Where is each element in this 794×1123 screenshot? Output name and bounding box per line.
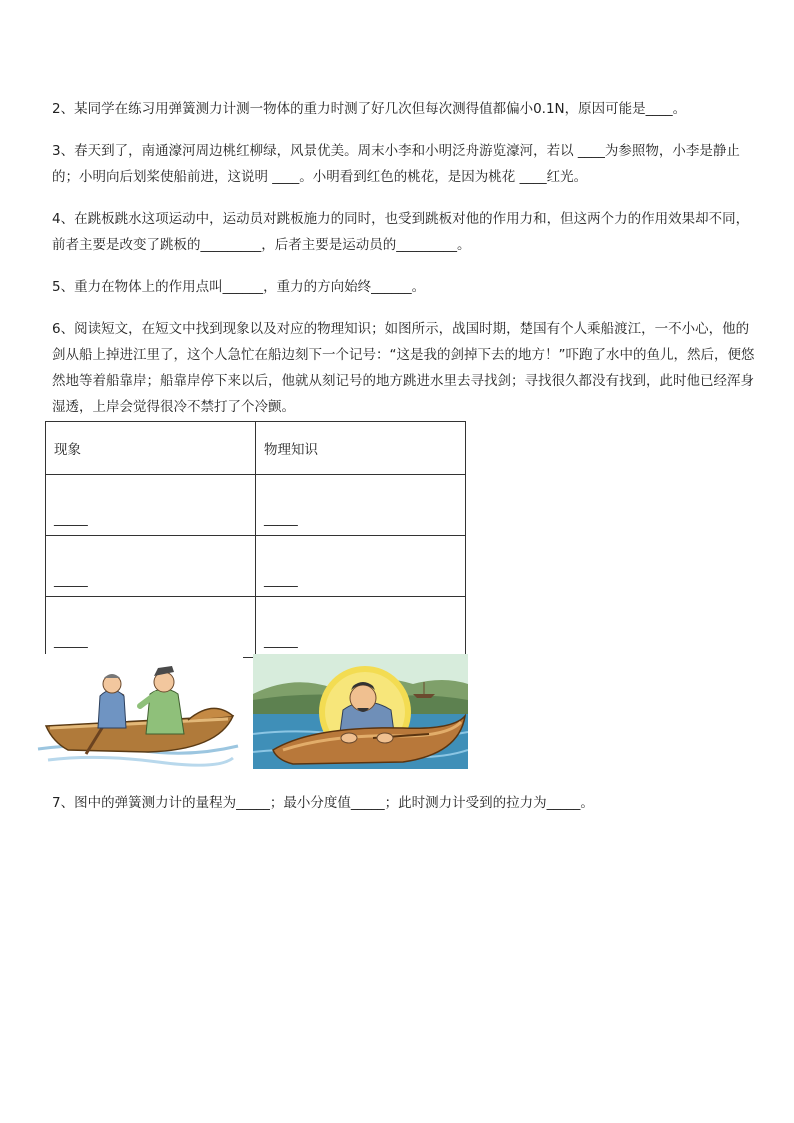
table-header-row: [46, 422, 466, 475]
question-4: 4、在跳板跳水这项运动中，运动员对跳板施力的同时，也受到跳板对他的作用力和，但这两个力的作用效果却不同，前者主要是改变了跳板的_________，后者主要是运动员的_________。: [52, 211, 750, 253]
question-5: 5、重力在物体上的作用点叫______，重力的方向始终______。: [52, 279, 426, 295]
table-cell-blank[interactable]: _____: [46, 536, 256, 597]
boat-illustration-man-marking-boat: [253, 654, 468, 769]
header-phenomenon: 现象: [46, 422, 256, 475]
boat-illustration-rowers: [28, 654, 243, 769]
question-7: 7、图中的弹簧测力计的量程为_____；最小分度值_____；此时测力计受到的拉力为_____。: [52, 795, 594, 811]
question-3: 3、春天到了，南通濠河周边桃红柳绿，风景优美。周末小李和小明泛舟游览濠河，若以 ____为参照物，小李是静止的；小明向后划桨使船前进，这说明 ____。小明看到红色的桃花，是因为桃花 ____红光。: [52, 143, 740, 185]
phenomenon-knowledge-table: [45, 421, 466, 658]
table-row: [46, 536, 466, 597]
header-physics-knowledge: 物理知识: [256, 422, 466, 475]
table-cell-blank[interactable]: _____: [256, 597, 466, 658]
table-cell-blank[interactable]: _____: [256, 536, 466, 597]
table-cell-blank[interactable]: _____: [46, 475, 256, 536]
table-row: [46, 475, 466, 536]
table-cell-blank[interactable]: _____: [256, 475, 466, 536]
question-6: 6、阅读短文，在短文中找到现象以及对应的物理知识；如图所示，战国时期，楚国有个人乘船渡江，一不小心，他的剑从船上掉进江里了，这个人急忙在船边刻下一个记号：“这是我的剑掉下去的地方！”吓跑了水中的鱼儿，然后，便悠然地等着船靠岸；船靠岸停下来以后，他就从刻记号的地方跳进水里去寻找剑；寻找很久都没有找到，此时他已经浑身湿透，上岸会觉得很冷不禁打了个冷颤。: [52, 321, 755, 415]
question-2: 2、某同学在练习用弹簧测力计测一物体的重力时测了好几次但每次测得值都偏小0.1N，原因可能是____。: [52, 101, 687, 117]
table-cell-blank[interactable]: _____: [46, 597, 256, 658]
table-row: [46, 597, 466, 658]
